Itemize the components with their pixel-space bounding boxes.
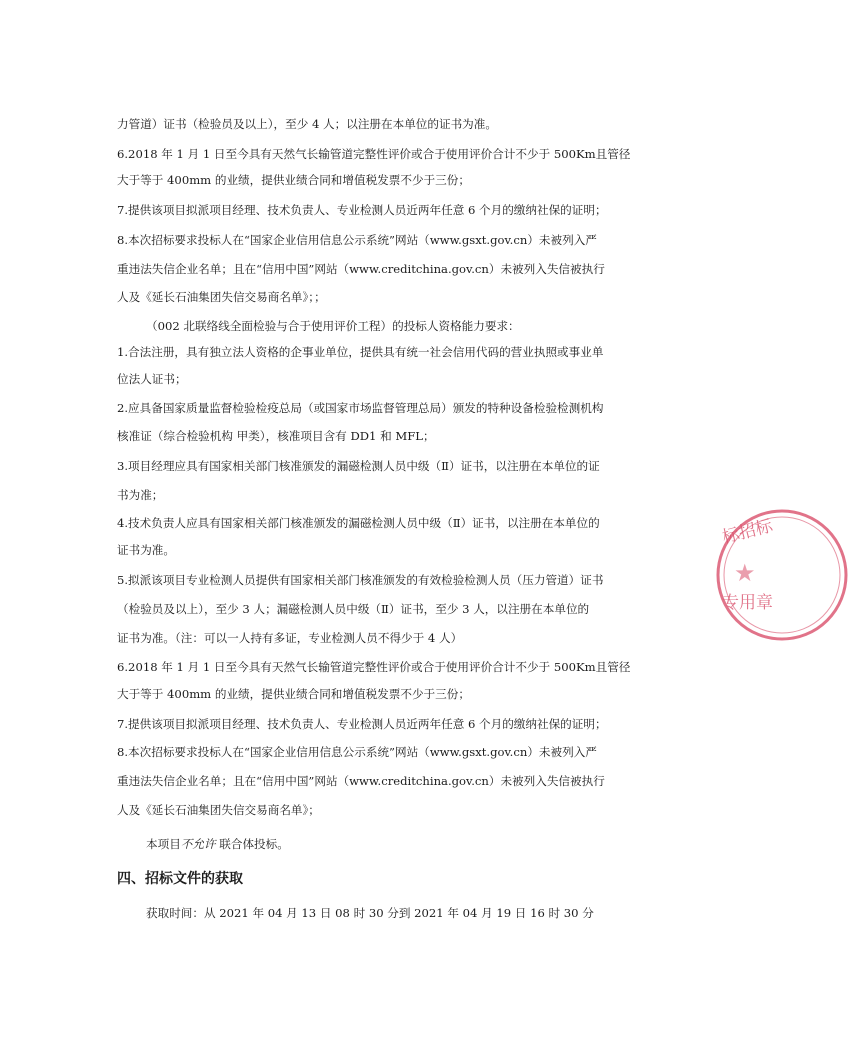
company-seal-icon bbox=[712, 505, 798, 645]
text-line: 人及《延长石油集团失信交易商名单》；； bbox=[117, 290, 326, 304]
text-line: 位法人证书； bbox=[117, 372, 187, 386]
text-line: 2.应具备国家质量监督检验检疫总局（或国家市场监督管理总局）颁发的特种设备检验检测机构 bbox=[117, 401, 604, 415]
text-line: 5.拟派该项目专业检测人员提供有国家相关部门核准颁发的有效检验检测人员（压力管道）证书 bbox=[117, 573, 604, 587]
text-line: 3.项目经理应具有国家相关部门核准颁发的漏磁检测人员中级（Ⅱ）证书，以注册在本单位的证 bbox=[117, 459, 600, 473]
consortium-prefix: 本项目 bbox=[146, 837, 181, 851]
text-line: 重违法失信企业名单；且在“信用中国”网站（www.creditchina.gov.cn）未被列入失信被执行 bbox=[117, 262, 605, 276]
consortium-line bbox=[146, 836, 676, 852]
text-line: 7.提供该项目拟派项目经理、技术负责人、专业检测人员近两年任意 6 个月的缴纳社保的证明； bbox=[117, 717, 607, 731]
text-line: 证书为准。 bbox=[117, 543, 175, 557]
text-line: 1.合法注册，具有独立法人资格的企事业单位，提供具有统一社会信用代码的营业执照或事业单 bbox=[117, 345, 604, 359]
consortium-suffix: 联合体投标。 bbox=[215, 837, 289, 851]
acquire-time: 获取时间：从 2021 年 04 月 13 日 08 时 30 分到 2021 年 04 月 19 日 16 时 30 分 bbox=[146, 906, 594, 920]
text-line: 4.技术负责人应具有国家相关部门核准颁发的漏磁检测人员中级（Ⅱ）证书，以注册在本单位的 bbox=[117, 516, 600, 530]
text-line: 6.2018 年 1 月 1 日至今具有天然气长输管道完整性评价或合于使用评价合计不少于 500Km且管径 bbox=[117, 147, 631, 161]
text-line: 人及《延长石油集团失信交易商名单》； bbox=[117, 803, 320, 817]
text-line: 8.本次招标要求投标人在“国家企业信用信息公示系统”网站（www.gsxt.gov.cn）未被列入严 bbox=[117, 745, 597, 759]
svg-text:★: ★ bbox=[734, 559, 756, 587]
text-line: （002 北联络线全面检验与合于使用评价工程）的投标人资格能力要求： bbox=[146, 319, 520, 333]
text-line: 大于等于 400mm 的业绩，提供业绩合同和增值税发票不少于三份； bbox=[117, 173, 470, 187]
text-line: 力管道）证书（检验员及以上），至少 4 人；以注册在本单位的证书为准。 bbox=[117, 117, 497, 131]
text-line: 重违法失信企业名单；且在“信用中国”网站（www.creditchina.gov.cn）未被列入失信被执行 bbox=[117, 774, 605, 788]
text-line: 证书为准。（注：可以一人持有多证，专业检测人员不得少于 4 人） bbox=[117, 631, 463, 645]
text-line: 7.提供该项目拟派项目经理、技术负责人、专业检测人员近两年任意 6 个月的缴纳社保的证明； bbox=[117, 203, 607, 217]
text-line: 8.本次招标要求投标人在“国家企业信用信息公示系统”网站（www.gsxt.gov.cn）未被列入严 bbox=[117, 233, 597, 247]
seal-text-bottom: 专用章 bbox=[722, 593, 773, 613]
text-line: 核准证（综合检验机构 甲类），核准项目含有 DD1 和 MFL； bbox=[117, 429, 435, 443]
text-line: 大于等于 400mm 的业绩，提供业绩合同和增值税发票不少于三份； bbox=[117, 687, 470, 701]
seal-text-top: 标招标 bbox=[720, 516, 775, 548]
text-line: 书为准； bbox=[117, 488, 164, 502]
text-line: （检验员及以上），至少 3 人；漏磁检测人员中级（Ⅱ）证书，至少 3 人，以注册在本单位的 bbox=[117, 602, 590, 616]
consortium-value: 不允许 bbox=[180, 837, 216, 851]
text-line: 6.2018 年 1 月 1 日至今具有天然气长输管道完整性评价或合于使用评价合计不少于 500Km且管径 bbox=[117, 660, 631, 674]
section-heading: 四、招标文件的获取 bbox=[117, 871, 243, 887]
